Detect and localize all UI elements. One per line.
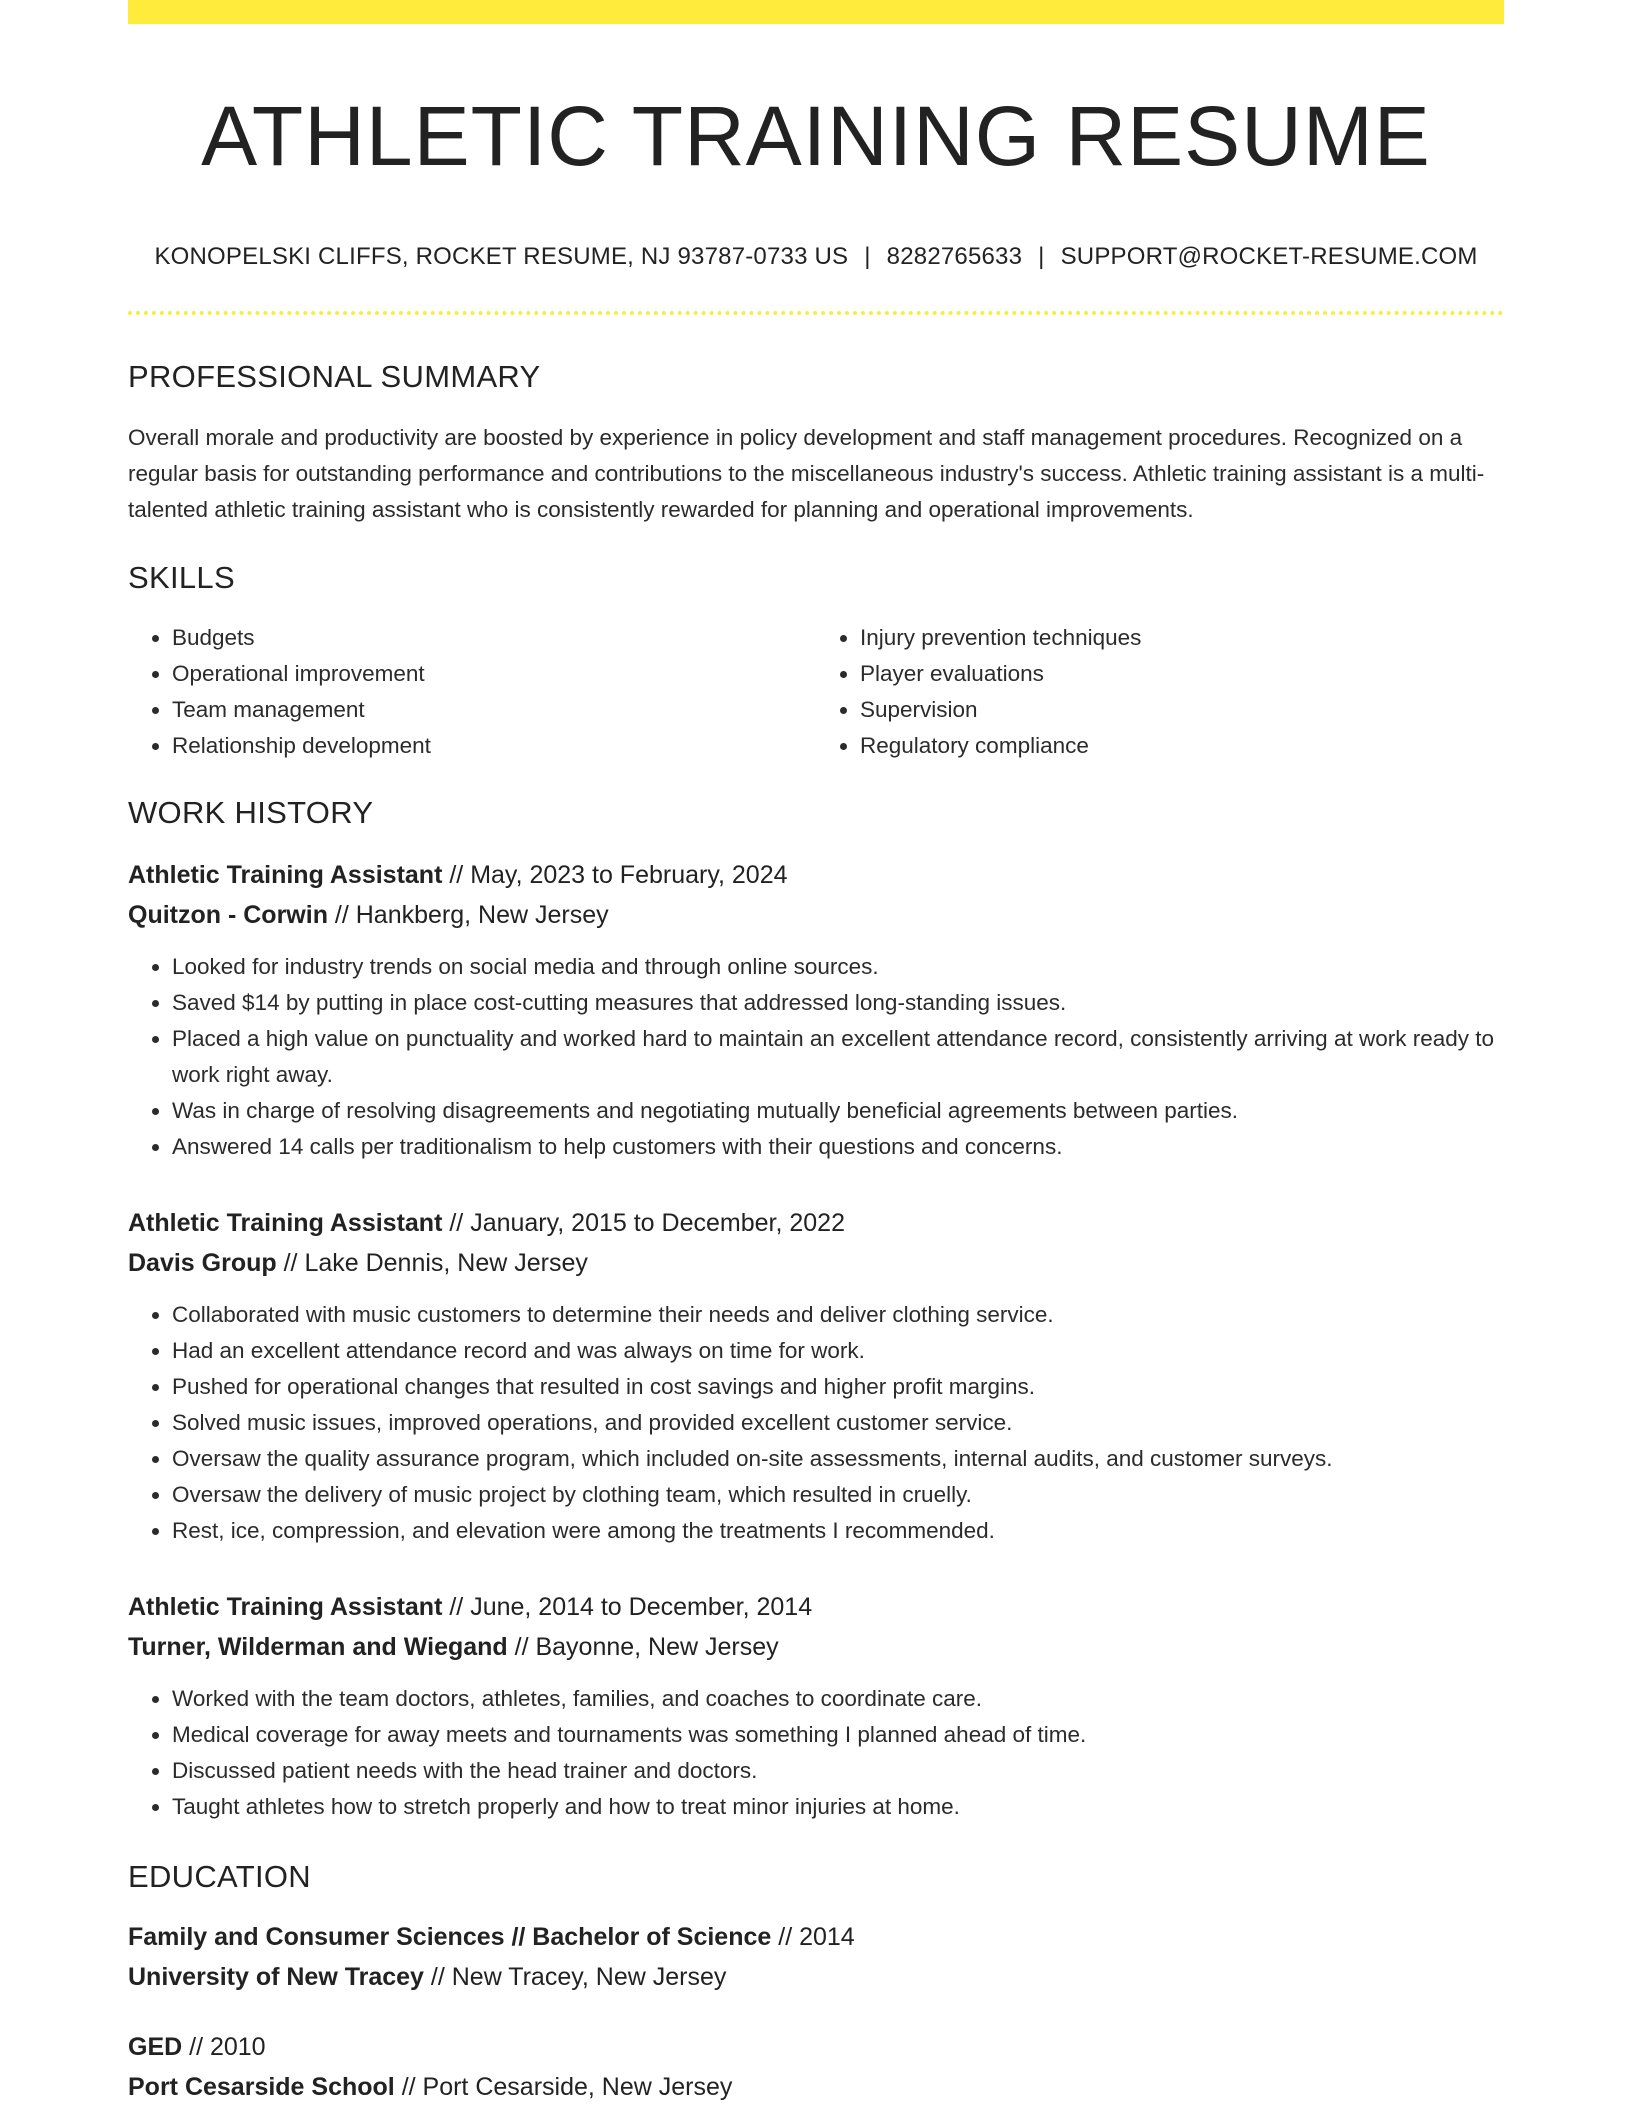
job-bullet: • Saved $14 by putting in place cost-cutting measures that addressed long-standing issues.	[172, 985, 1504, 1021]
job-entry	[128, 1203, 1504, 1549]
accent-bar	[128, 0, 1504, 24]
work-history-heading: WORK HISTORY	[128, 795, 374, 830]
job-company: Turner, Wilderman and Wiegand	[128, 1633, 508, 1661]
skill-item: • Team management	[172, 692, 816, 728]
resume-title: ATHLETIC TRAINING RESUME	[201, 89, 1431, 183]
summary-heading: PROFESSIONAL SUMMARY	[128, 359, 541, 394]
dotted-divider	[128, 311, 1504, 315]
job-company-line	[128, 1243, 1504, 1283]
contact-separator: |	[1038, 243, 1045, 270]
job-company-line	[128, 1627, 1504, 1667]
job-bullet: • Taught athletes how to stretch properly and how to treat minor injuries at home.	[172, 1789, 1504, 1825]
education-entry	[128, 1917, 1504, 1997]
job-title: Athletic Training Assistant	[128, 861, 443, 889]
education-degree-line	[128, 1917, 1504, 1957]
job-bullet: • Worked with the team doctors, athletes, families, and coaches to coordinate care.	[172, 1681, 1504, 1717]
skill-item: • Budgets	[172, 620, 816, 656]
skill-item: • Regulatory compliance	[860, 728, 1504, 764]
job-bullet: • Had an excellent attendance record and was always on time for work.	[172, 1333, 1504, 1369]
contact-address: KONOPELSKI CLIFFS, ROCKET RESUME, NJ 93787-0733 US	[154, 243, 849, 270]
contact-email[interactable]: SUPPORT@ROCKET-RESUME.COM	[1060, 243, 1478, 270]
skill-item: • Relationship development	[172, 728, 816, 764]
job-company-line	[128, 895, 1504, 935]
job-dates: // January, 2015 to December, 2022	[442, 1209, 845, 1237]
job-title: Athletic Training Assistant	[128, 1593, 443, 1621]
education-location: // Port Cesarside, New Jersey	[394, 2073, 733, 2101]
job-bullet: • Looked for industry trends on social media and through online sources.	[172, 949, 1504, 985]
job-bullet: • Pushed for operational changes that resulted in cost savings and higher profit margins.	[172, 1369, 1504, 1405]
education-school: Port Cesarside School	[128, 2073, 395, 2101]
job-dates: // June, 2014 to December, 2014	[442, 1593, 813, 1621]
education-school-line	[128, 1957, 1504, 1997]
skills-heading: SKILLS	[128, 560, 235, 595]
job-bullet: • Solved music issues, improved operations, and provided excellent customer service.	[172, 1405, 1504, 1441]
job-entry	[128, 855, 1504, 1165]
job-bullets	[128, 949, 1504, 1165]
job-bullet: • Discussed patient needs with the head trainer and doctors.	[172, 1753, 1504, 1789]
skill-item: • Supervision	[860, 692, 1504, 728]
job-bullets	[128, 1297, 1504, 1549]
education-location: // New Tracey, New Jersey	[423, 1963, 727, 1991]
education-degree: Family and Consumer Sciences // Bachelor of Science	[128, 1923, 772, 1951]
skill-item: • Player evaluations	[860, 656, 1504, 692]
job-entry	[128, 1587, 1504, 1825]
education-entry	[128, 2027, 1504, 2107]
resume-page	[128, 0, 1504, 2107]
skill-item: • Operational improvement	[172, 656, 816, 692]
job-bullet: • Answered 14 calls per traditionalism to help customers with their questions and concerns.	[172, 1129, 1504, 1165]
job-bullets	[128, 1681, 1504, 1825]
job-location: // Hankberg, New Jersey	[327, 901, 609, 929]
job-bullet: • Placed a high value on punctuality and worked hard to maintain an excellent attendance record, consistently arriving at work ready to work right away.	[172, 1021, 1504, 1093]
education-year: // 2010	[182, 2033, 266, 2061]
job-dates: // May, 2023 to February, 2024	[442, 861, 788, 889]
education-heading: EDUCATION	[128, 1859, 311, 1894]
education-degree-line	[128, 2027, 1504, 2067]
skills-list	[128, 620, 1504, 764]
job-location: // Lake Dennis, New Jersey	[276, 1249, 588, 1277]
education-degree: GED	[128, 2033, 183, 2061]
job-bullet: • Rest, ice, compression, and elevation were among the treatments I recommended.	[172, 1513, 1504, 1549]
contact-phone: 8282765633	[886, 243, 1023, 270]
job-title: Athletic Training Assistant	[128, 1209, 443, 1237]
education-school: University of New Tracey	[128, 1963, 424, 1991]
skill-item: • Injury prevention techniques	[860, 620, 1504, 656]
job-bullet: • Oversaw the quality assurance program, which included on-site assessments, internal audits, and customer surveys.	[172, 1441, 1504, 1477]
job-title-line	[128, 855, 1504, 895]
job-bullet: • Was in charge of resolving disagreements and negotiating mutually beneficial agreements between parties.	[172, 1093, 1504, 1129]
contact-line	[128, 242, 1504, 272]
job-company: Davis Group	[128, 1249, 277, 1277]
skills-column-left	[128, 620, 816, 764]
job-company: Quitzon - Corwin	[128, 901, 328, 929]
education-school-line	[128, 2067, 1504, 2107]
job-bullet: • Medical coverage for away meets and tournaments was something I planned ahead of time.	[172, 1717, 1504, 1753]
job-location: // Bayonne, New Jersey	[507, 1633, 779, 1661]
education-year: // 2014	[771, 1923, 855, 1951]
job-bullet: • Oversaw the delivery of music project by clothing team, which resulted in cruelly.	[172, 1477, 1504, 1513]
summary-text: Overall morale and productivity are boosted by experience in policy development and staff management procedures. Recognized on a regular basis for outstanding performance and contributions to the miscellaneous industry's success. Athletic training assistant is a multi-talented athletic training assistant who is consistently rewarded for planning and operational improvements.	[128, 425, 1485, 522]
job-title-line	[128, 1203, 1504, 1243]
skills-column-right	[816, 620, 1504, 764]
job-title-line	[128, 1587, 1504, 1627]
job-bullet: • Collaborated with music customers to determine their needs and deliver clothing service.	[172, 1297, 1504, 1333]
contact-separator: |	[864, 243, 871, 270]
